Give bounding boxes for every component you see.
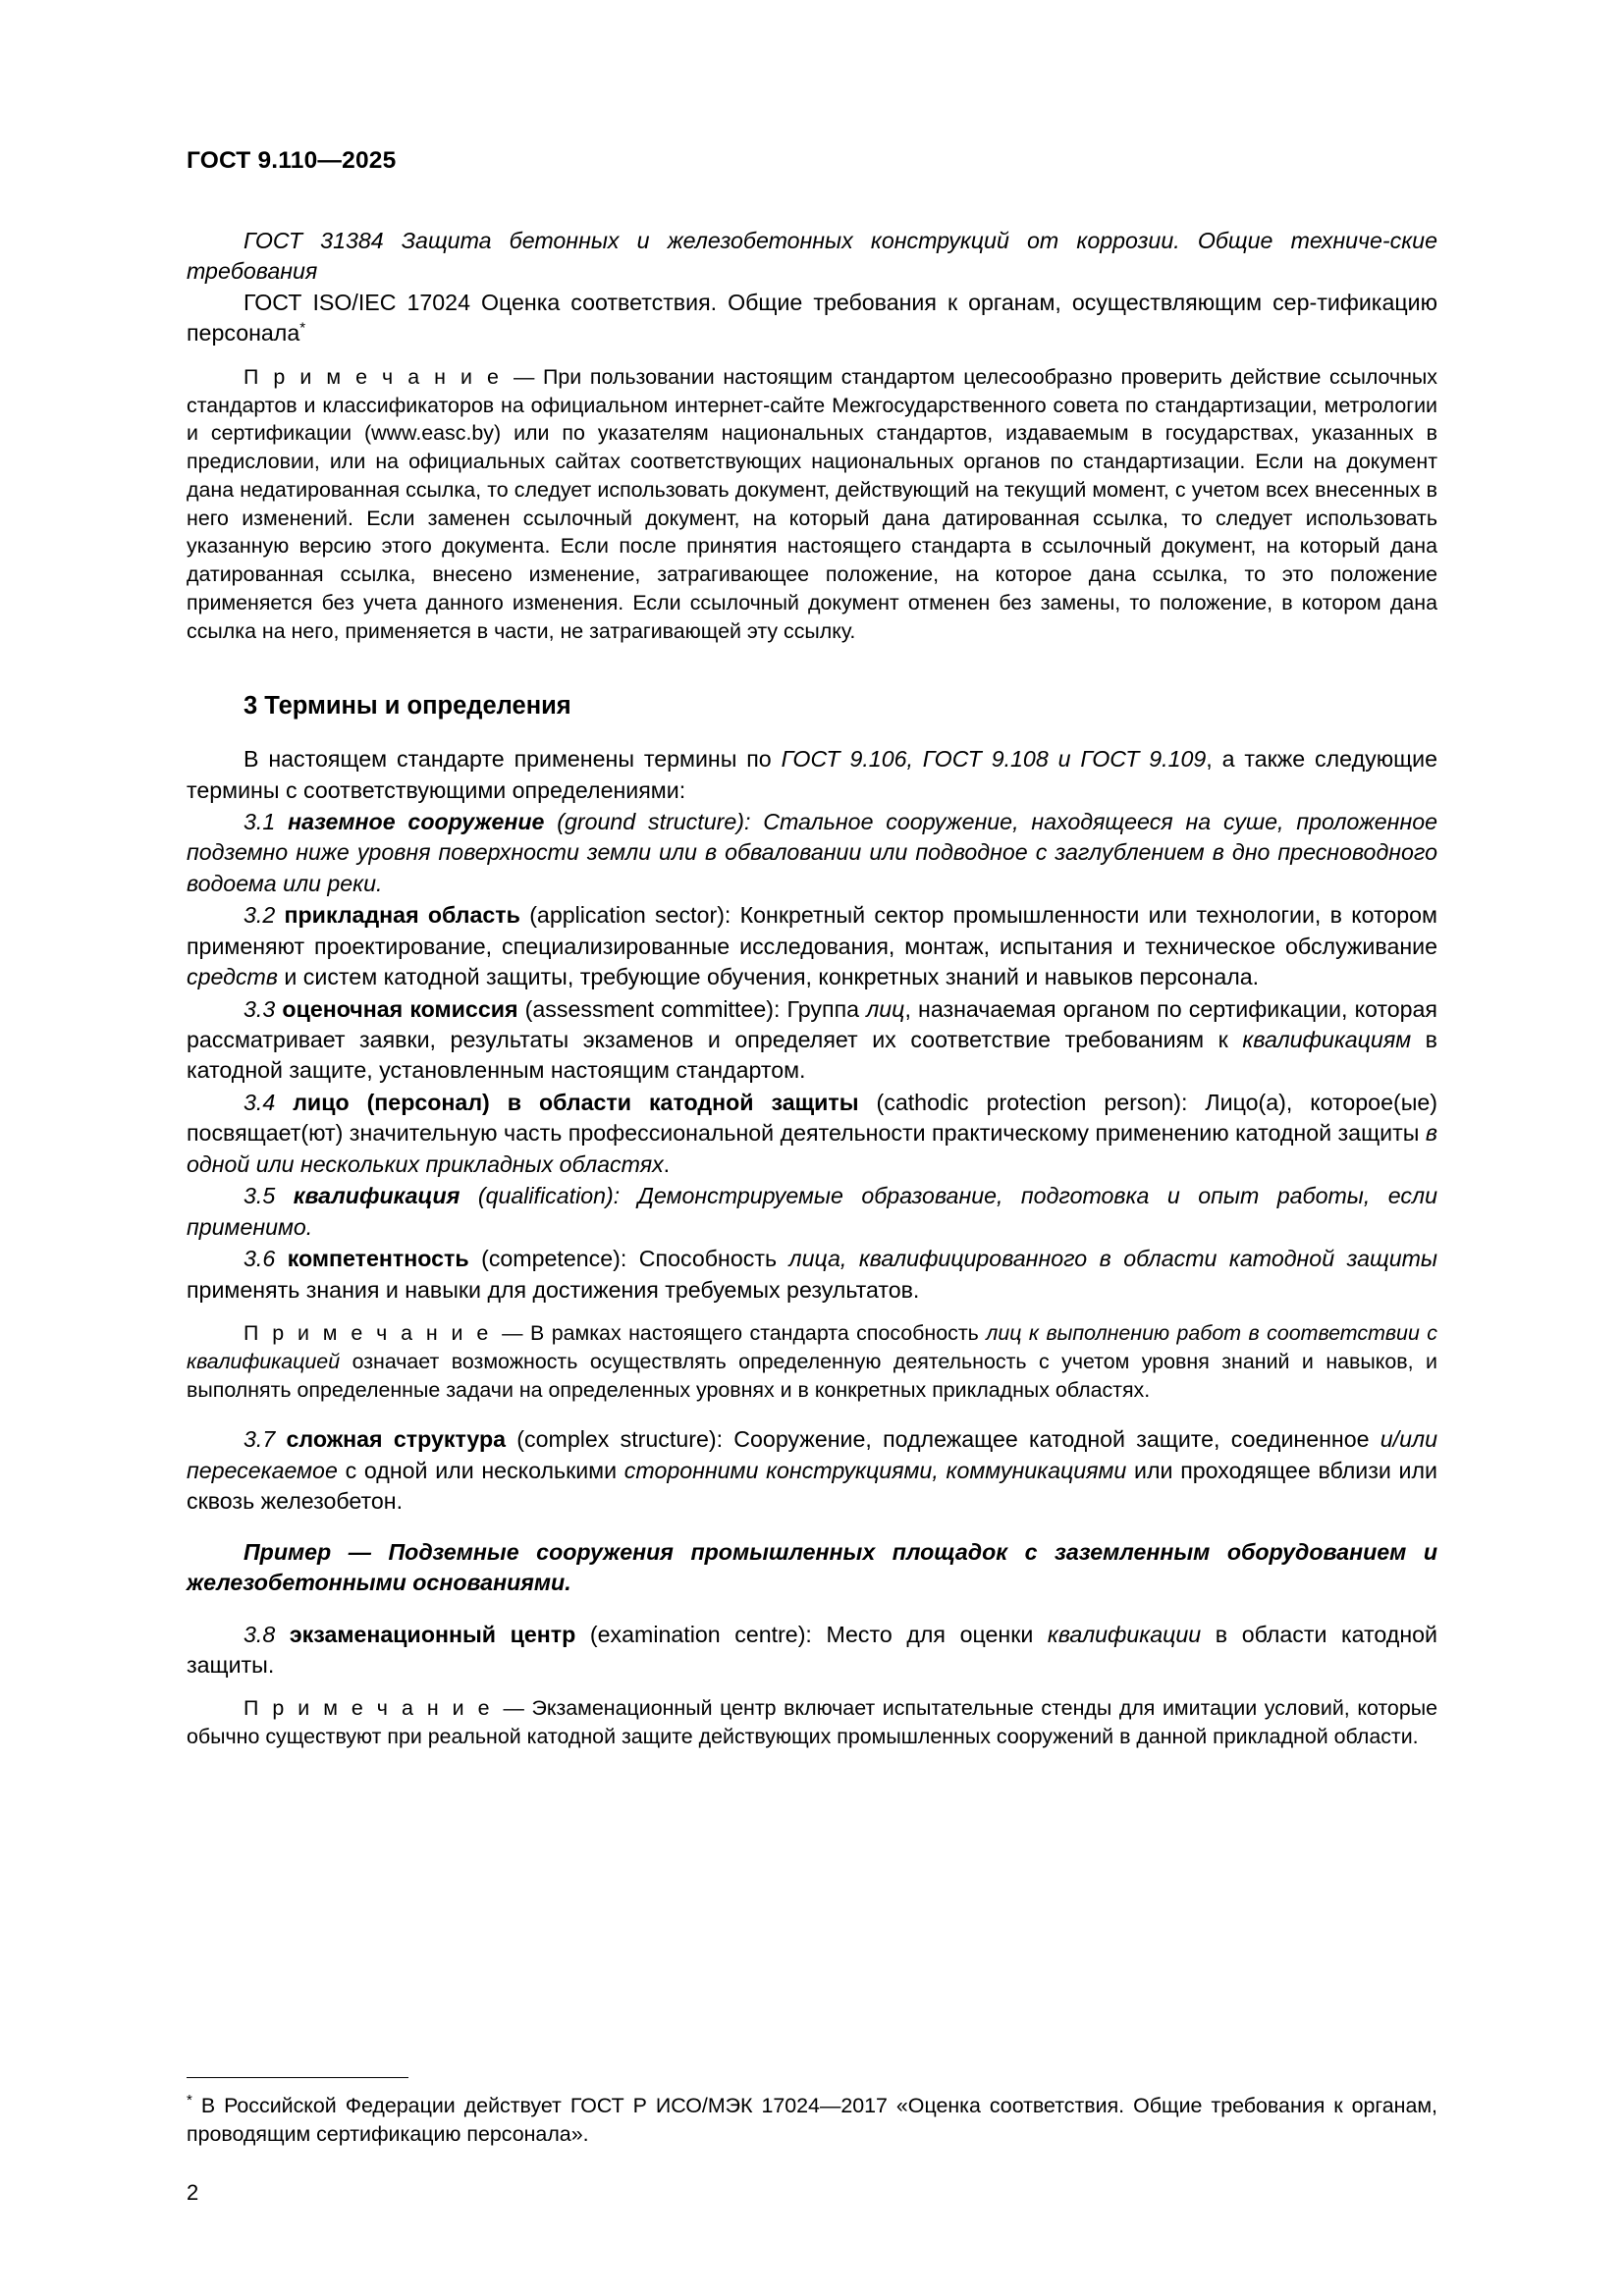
example-label: Пример — <box>244 1538 389 1565</box>
note-references <box>187 363 1437 646</box>
example-block <box>187 1537 1437 1599</box>
note-text: Экзаменационный центр включает испытательные стенды для имитации условий, которые обычно существуют при реальной катодной защите действующих промышленных сооружений в данной прикладной области. <box>187 1696 1437 1749</box>
term-3-7-definition-a: Сооружение, подлежащее катодной защите, соединенное <box>733 1426 1380 1453</box>
term-3-1-name: наземное сооружение <box>288 808 545 834</box>
term-3-2-definition-b: и систем катодной защиты, требующие обучения, конкретных знаний и навыков персонала. <box>277 964 1260 990</box>
normative-reference-1 <box>187 226 1437 288</box>
term-3-1 <box>187 807 1437 899</box>
term-3-1-definition: Стальное сооружение, находящееся на суше, проложенное подземно ниже уровня поверхности земли или в обваловании или подводное с заглублением в дно пресноводного водоема или реки. <box>187 808 1437 896</box>
term-3-4-definition-b: . <box>663 1150 671 1177</box>
term-3-5-definition: Демонстрируемые образование, подготовка и опыт работы, если применимо. <box>187 1183 1437 1240</box>
intro-part-a: В настоящем стандарте применены термины по <box>244 746 782 773</box>
term-3-7-definition-italic-1: и/или пересекаемое <box>187 1426 1437 1483</box>
term-3-5-name: квалификация <box>293 1183 460 1209</box>
term-3-6-name: компетентность <box>287 1246 469 1272</box>
term-3-2-en: (application sector): <box>519 902 740 929</box>
term-3-1-number: 3.1 <box>244 808 289 834</box>
term-3-8-definition-b: в области катодной защиты. <box>187 1621 1437 1678</box>
term-3-6-number: 3.6 <box>244 1246 288 1272</box>
term-3-3-definition-a: Группа <box>786 995 867 1022</box>
term-3-7 <box>187 1424 1437 1517</box>
term-3-4-number: 3.4 <box>244 1089 294 1115</box>
term-3-2-number: 3.2 <box>244 902 285 929</box>
term-3-7-en: (complex structure): <box>506 1426 734 1453</box>
intro-refs: ГОСТ 9.106, ГОСТ 9.108 и ГОСТ 9.109 <box>781 746 1207 773</box>
note-text: При пользовании настоящим стандартом целесообразно проверить действие ссылочных стандартов и классификаторов на официальном интернет-сайте Межгосударственного совета по стандартизации, метрологии и сертификации (www.easc.by) или по указателям национальных стандартов, издаваемым в государствах, указанных в предисловии, или на официальных сайтах соответствующих национальных органов по стандартизации. Если на документ дана недатированная ссылка, то следует использовать документ, действующий на текущий момент, с учетом всех внесенных в него изменений. Если заменен ссылочный документ, на который дана датированная ссылка, то следует использовать указанную версию этого документа. Если после принятия настоящего стандарта в ссылочный документ, на который дана датированная ссылка, внесено изменение, затрагивающее положение, на которое дана ссылка, то это положение применяется без учета данного изменения. Если ссылочный документ отменен без замены, то положение, в котором дана ссылка на него, применяется в части, не затрагивающей эту ссылку. <box>187 364 1437 643</box>
term-3-3-definition-b: , назначаемая органом по сертификации, которая рассматривает заявки, результаты экзаменов и определяет их соответствие требованиям к <box>187 995 1437 1053</box>
page-header <box>187 147 1437 175</box>
note-competence <box>187 1319 1437 1404</box>
term-3-2-definition-a: Конкретный сектор промышленности или технологии, в котором применяют проектирование, специализированные исследования, монтаж, испытания и техническое обслуживание <box>187 902 1437 959</box>
term-3-8-definition-a: Место для оценки <box>826 1621 1048 1647</box>
ref1-id: ГОСТ 31384 <box>244 228 384 253</box>
ref2-id: ГОСТ ISO/IEC 17024 <box>244 289 470 315</box>
note-label: П р и м е ч а н и е <box>244 1320 503 1345</box>
term-3-3-definition-c: в катодной защите, установленным настоящим стандартом. <box>187 1027 1437 1084</box>
document-body <box>187 226 1437 1751</box>
term-3-3-number: 3.3 <box>244 995 283 1022</box>
intro-part-b: , а также следующие термины с соответствующими определениями: <box>187 746 1438 803</box>
term-3-7-definition-b: с одной или несколькими <box>337 1457 624 1483</box>
example-text: Подземные сооружения промышленных площадок с заземленным оборудованием и железобетонными основаниями. <box>187 1538 1437 1596</box>
term-3-6-en: (competence): <box>468 1246 639 1272</box>
term-3-5-en: (qualification): <box>460 1183 638 1209</box>
normative-reference-2 <box>187 288 1437 349</box>
term-3-4-definition-italic: в одной или нескольких прикладных областях <box>187 1120 1437 1177</box>
note-label: П р и м е ч а н и е <box>244 1696 504 1721</box>
term-3-7-name: сложная структура <box>286 1426 507 1453</box>
note-text-a: В рамках настоящего стандарта способность <box>530 1320 987 1345</box>
term-3-4-name: лицо (персонал) в области катодной защиты <box>293 1089 859 1115</box>
term-3-4 <box>187 1088 1437 1180</box>
section-title-3: 3 Термины и определения <box>244 691 571 720</box>
page-number: 2 <box>187 2180 199 2205</box>
note-dash: — <box>513 364 544 389</box>
term-3-4-en: (cathodic protection person): <box>858 1089 1206 1115</box>
ref2-title: Оценка соответствия. Общие требования к органам, осуществляющим сер-тификацию персонала <box>187 289 1437 347</box>
term-3-2-name: прикладная область <box>284 902 520 929</box>
term-3-4-definition-a: Лицо(а), которое(ые) посвящает(ют) значительную часть профессиональной деятельности практическому применению катодной защиты <box>187 1089 1437 1147</box>
section-3-intro <box>187 744 1437 806</box>
term-3-7-definition-c: или проходящее вблизи или сквозь железобетон. <box>187 1457 1437 1515</box>
term-3-8-definition-italic: квалификации <box>1047 1621 1202 1647</box>
term-3-5-number: 3.5 <box>244 1183 294 1209</box>
term-3-8-name: экзаменационный центр <box>289 1621 576 1647</box>
term-3-6 <box>187 1244 1437 1306</box>
term-3-1-en: (ground structure): <box>544 808 764 834</box>
footnote-rule <box>187 2077 408 2079</box>
term-3-6-definition-b: применять знания и навыки для достижения требуемых результатов. <box>187 1276 920 1303</box>
note-label: П р и м е ч а н и е <box>244 364 514 389</box>
term-3-7-number: 3.7 <box>244 1426 287 1453</box>
note-dash: — <box>503 1696 532 1721</box>
term-3-6-definition-a: Способность <box>638 1246 789 1272</box>
note-dash: — <box>502 1320 530 1345</box>
term-3-2 <box>187 900 1437 992</box>
ref1-title: Защита бетонных и железобетонных конструкций от коррозии. Общие техниче-ские требования <box>187 228 1437 285</box>
footnote-marker: * <box>299 319 306 337</box>
note-text-italic: лиц к выполнению работ в соответствии с квалификацией <box>187 1320 1438 1373</box>
standard-id: ГОСТ 9.110—2025 <box>187 147 397 174</box>
note-examination-centre <box>187 1694 1437 1751</box>
term-3-7-definition-italic-2: сторонними конструкциями, коммуникациями <box>623 1457 1127 1483</box>
term-3-8-en: (examination centre): <box>575 1621 827 1647</box>
term-3-3-en: (assessment committee): <box>517 995 787 1022</box>
term-3-6-definition-italic: лица, квалифицированного в области катодной защиты <box>788 1246 1437 1272</box>
term-3-2-definition-italic: средств <box>187 964 278 990</box>
note-text-b: означает возможность осуществлять определенную деятельность с учетом уровня знаний и навыков, и выполнять определенные задачи на определенных уровнях и в конкретных прикладных областях. <box>187 1349 1437 1402</box>
term-3-8 <box>187 1620 1437 1682</box>
term-3-5 <box>187 1181 1437 1243</box>
term-3-3-name: оценочная комиссия <box>282 995 518 1022</box>
term-3-3-definition-italic-2: квалификациям <box>1242 1027 1412 1053</box>
footnote-marker-bottom: * <box>187 2092 192 2109</box>
term-3-8-number: 3.8 <box>244 1621 290 1647</box>
term-3-3-definition-italic-1: лиц <box>866 995 905 1022</box>
footnote-body: В Российской Федерации действует ГОСТ Р ИСО/МЭК 17024—2017 «Оценка соответствия. Общие требования к органам, проводящим сертификацию персонала». <box>187 2094 1437 2147</box>
footnote-text <box>187 2092 1437 2149</box>
footnote-area <box>187 2077 1437 2149</box>
term-3-3 <box>187 994 1437 1087</box>
